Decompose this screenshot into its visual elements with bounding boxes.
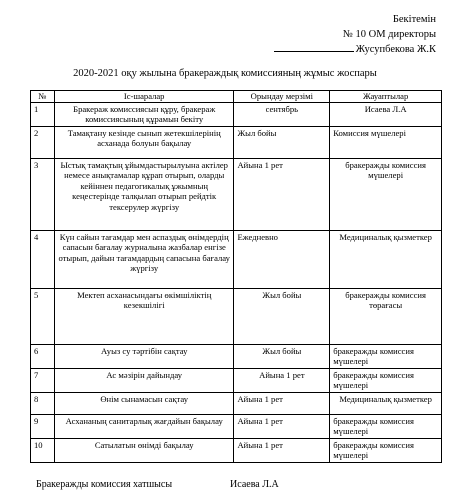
table-row [31,102,442,126]
table-row [31,344,442,368]
row-responsible: бракеражды комиссия мүшелері [330,158,442,230]
row-activity: Өнім сынамасын сақтау [54,392,234,414]
row-deadline: Жыл бойы [234,126,330,158]
row-activity: Бракераж комиссиясын құру, бракераж комиссиясының құрамын бекіту [54,102,234,126]
table-row [31,414,442,438]
approve-label: Бекітемін [392,14,436,25]
row-number: 6 [31,344,55,368]
signature-blank [274,42,354,52]
row-responsible: Комиссия мүшелері [330,126,442,158]
school-director-line: № 10 ОМ директоры [342,29,436,40]
row-responsible: бракеражды комиссия мүшелері [330,344,442,368]
row-deadline: Айына 1 рет [234,392,330,414]
table-row [31,288,442,344]
row-responsible: бракеражды комиссия мүшелері [330,414,442,438]
row-activity: Сатылатын өнімді бақылау [54,438,234,462]
row-deadline: Жыл бойы [234,344,330,368]
table-row [31,158,442,230]
footer-signature [36,479,279,490]
row-responsible: Медициналық қызметкер [330,392,442,414]
header-deadline: Орындау мерзімі [234,91,330,103]
director-signature-line [274,42,436,57]
approval-block [274,12,436,57]
row-activity: Күн сайын тағамдар мен аспаздық өнімдердің сапасын бағалау журналына жазбалар енгізе отырып, дайын тағамдардың сапасына бағалау жүргізу [54,230,234,288]
row-activity: Ыстық тамақтың ұйымдастырылуына актілер немесе анықтамалар құрап отырып, оларды кейіннен педагогикалық ұжымның кеңестерінде талқылап отырып рейдтік тексерулер жүргізу [54,158,234,230]
header-responsible: Жауаптылар [330,91,442,103]
row-deadline: Жыл бойы [234,288,330,344]
row-deadline: Айына 1 рет [234,414,330,438]
table-row [31,230,442,288]
row-number: 2 [31,126,55,158]
director-name: Жусупбекова Ж.К [355,44,436,55]
table-row [31,126,442,158]
row-number: 5 [31,288,55,344]
table-row [31,368,442,392]
document-title: 2020-2021 оқу жылына бракераждық комиссияның жұмыс жоспары [73,68,377,79]
table-header-row [31,91,442,103]
row-activity: Ас мәзірін дайындау [54,368,234,392]
row-number: 4 [31,230,55,288]
row-number: 3 [31,158,55,230]
row-deadline: Ежедневно [234,230,330,288]
secretary-label: Бракеражды комиссия хатшысы [36,479,173,490]
header-number: № [31,91,55,103]
row-activity: Ауыз су тәртібін сақтау [54,344,234,368]
table-row [31,392,442,414]
header-activities: Іс-шаралар [54,91,234,103]
row-deadline: Айына 1 рет [234,158,330,230]
row-number: 9 [31,414,55,438]
row-deadline: Айына 1 рет [234,438,330,462]
row-responsible: Медициналық қызметкер [330,230,442,288]
row-activity: Асхананың санитарлық жағдайын бақылау [54,414,234,438]
row-number: 10 [31,438,55,462]
row-responsible: Исаева Л.А [330,102,442,126]
row-number: 7 [31,368,55,392]
work-plan-table [30,90,442,463]
row-responsible: бракеражды комиссия төрағасы [330,288,442,344]
table-row [31,438,442,462]
row-responsible: бракеражды комиссия мүшелері [330,368,442,392]
row-activity: Мектеп асханасындағы өкімшіліктің кезекшілігі [54,288,234,344]
row-responsible: бракеражды комиссия мүшелері [330,438,442,462]
row-number: 1 [31,102,55,126]
secretary-name: Исаева Л.А [230,479,279,490]
row-deadline: Айына 1 рет [234,368,330,392]
row-number: 8 [31,392,55,414]
row-deadline: сентябрь [234,102,330,126]
row-activity: Тамақтану кезінде сынып жетекшілерінің асханада болуын бақылау [54,126,234,158]
